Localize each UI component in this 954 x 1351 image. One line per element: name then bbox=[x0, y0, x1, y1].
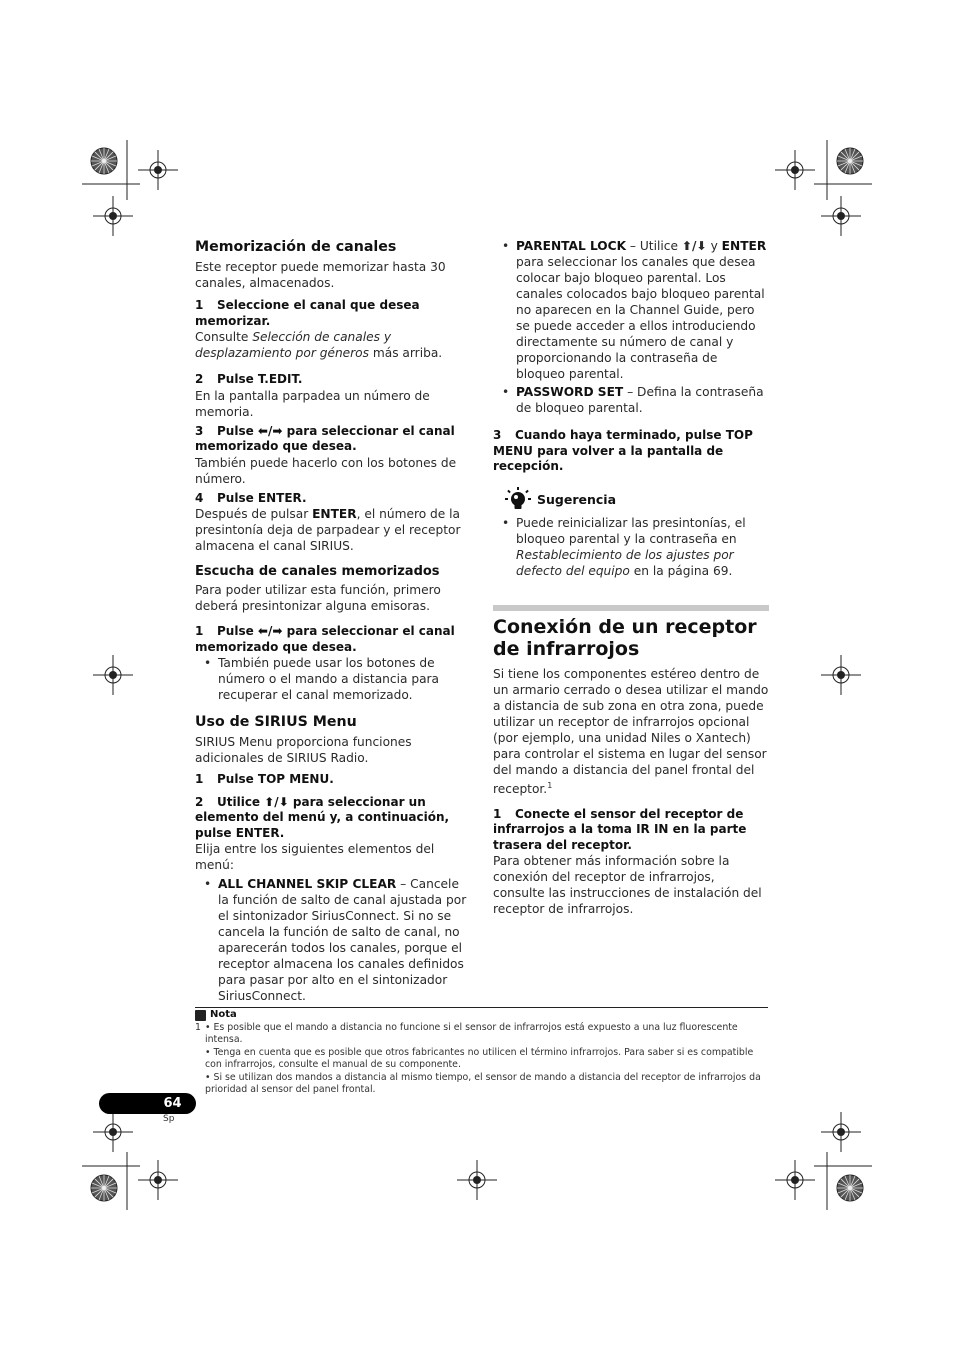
step-3-text: También puede hacerlo con los botones de número. bbox=[195, 455, 457, 486]
section-title-conexion: Conexión de un receptor de infrarrojos bbox=[493, 615, 757, 660]
section-intro: Este receptor puede memorizar hasta 30 canales, almacenados. bbox=[195, 260, 446, 290]
tip-bullet: • Puede reinicializar las presintonías, el bloqueo parental y la contraseña en Restablecimiento de los ajustes por defecto del equipo en la página 69. bbox=[493, 515, 769, 579]
left-column bbox=[195, 238, 473, 1004]
lightbulb-icon bbox=[505, 487, 531, 513]
step-3-top-menu: 3 Cuando haya terminado, pulse TOP MENU para volver a la pantalla de recepción. bbox=[493, 428, 753, 473]
up-down-arrow-icon: ⬆/⬇ bbox=[681, 239, 707, 253]
bullet-password-set: • PASSWORD SET – Defina la contraseña de bloqueo parental. bbox=[493, 384, 769, 416]
bullet-all-channel-skip-clear: • ALL CHANNEL SKIP CLEAR – Cancele la función de salto de canal ajustada por el sintonizador SiriusConnect. Si no se cancela la función de salto de canal, no aparecerán todos los canales, porque el receptor almacena los canales definidos para pasar por alto en el sintonizador SiriusConnect. bbox=[195, 876, 473, 1004]
footnote-item: 1 • Es posible que el mando a distancia no funcione si el sensor de infrarrojos está expuesto a una luz fluorescente intensa. bbox=[195, 1021, 738, 1045]
subsection-intro: Para poder utilizar esta función, primero deberá presintonizar alguna emisoras. bbox=[195, 583, 441, 613]
up-down-arrow-icon: ⬆/⬇ bbox=[264, 794, 289, 809]
page-number: 64 bbox=[163, 1096, 182, 1111]
section-divider bbox=[493, 605, 769, 611]
step-3: 3 Pulse ⬅/➡ para seleccionar el canal memorizado que desea. bbox=[195, 423, 455, 453]
left-right-arrow-icon: ⬅/➡ bbox=[257, 624, 283, 638]
menu-step-2: 2 Utilice ⬆/⬇ para seleccionar un elemento del menú y, a continuación, pulse ENTER. bbox=[195, 794, 450, 840]
footnote-item: • Si se utilizan dos mandos a distancia al mismo tiempo, el sensor de mando a distancia del receptor de infrarrojos da prioridad al sensor del panel frontal. bbox=[205, 1071, 761, 1095]
connect-step-1-text: Para obtener más información sobre la conexión del receptor de infrarrojos, consulte las instrucciones de instalación del receptor de infrarrojos. bbox=[493, 854, 762, 917]
footnote-header: Nota bbox=[195, 1009, 768, 1022]
color-target-icon bbox=[91, 148, 117, 174]
connect-step-1: 1 Conecte el sensor del receptor de infrarrojos a la toma IR IN en la parte trasera del receptor. bbox=[493, 806, 747, 852]
subsection-title-escucha: Escucha de canales memorizados bbox=[195, 564, 440, 579]
menu-step-2-text: Elija entre los siguientes elementos del menú: bbox=[195, 842, 435, 872]
right-column bbox=[493, 238, 769, 917]
footnote bbox=[195, 1007, 768, 1097]
footnote-rule bbox=[195, 1007, 768, 1008]
footnote-item: • Tenga en cuenta que es posible que otros fabricantes no utilicen el término infrarrojos. Para saber si es compatible con infrarrojos, consulte el manual de su componente. bbox=[205, 1046, 754, 1070]
step-4: 4 Pulse ENTER. bbox=[195, 490, 307, 505]
sub-step-1-bullet: • También puede usar los botones de número o el mando a distancia para recuperar el canal memorizado. bbox=[195, 655, 473, 703]
bullet-parental-lock: • PARENTAL LOCK – Utilice ⬆/⬇ y ENTER para seleccionar los canales que desea colocar bajo bloqueo parental. Los canales colocados bajo bloqueo parental no aparecen en la Channel Guide, pero se puede acceder a ellos introduciendo directamente su número de canal y proporcionando la contraseña de bloqueo parental. bbox=[493, 238, 769, 382]
step-4-text: Después de pulsar ENTER, el número de la presintonía deja de parpadear y el receptor almacena el canal SIRIUS. bbox=[195, 507, 461, 553]
note-pencil-icon bbox=[195, 1010, 206, 1021]
step-1: 1 Seleccione el canal que desea memorizar. bbox=[195, 298, 420, 328]
sub-step-1: 1 Pulse ⬅/➡ para seleccionar el canal memorizado que desea. bbox=[195, 624, 455, 654]
step-1-text: Consulte Selección de canales y desplazamiento por géneros más arriba. bbox=[195, 330, 443, 360]
left-right-arrow-icon: ⬅/➡ bbox=[257, 423, 283, 438]
tip-header bbox=[493, 487, 769, 513]
section-title-memorizacion: Memorización de canales bbox=[195, 239, 397, 255]
step-2-text: En la pantalla parpadea un número de memoria. bbox=[195, 388, 430, 419]
page-language: Sp bbox=[163, 1114, 175, 1124]
section-intro-sirius: SIRIUS Menu proporciona funciones adicionales de SIRIUS Radio. bbox=[195, 735, 412, 765]
tip-title: Sugerencia bbox=[537, 491, 616, 507]
step-2: 2 Pulse T.EDIT. bbox=[195, 372, 303, 386]
section-intro-conexion: Si tiene los componentes estéreo dentro de un armario cerrado o desea utilizar el mando a distancia de sub zona en otra zona, puede utilizar un receptor de infrarrojos opcional (por ejemplo, una unidad Niles o Xantech) para controlar el sistema en lugar del sensor del mando a distancia del panel frontal del receptor.$^1$ bbox=[493, 666, 769, 796]
menu-step-1: 1 Pulse TOP MENU. bbox=[195, 772, 334, 786]
section-title-sirius-menu: Uso de SIRIUS Menu bbox=[195, 714, 357, 730]
